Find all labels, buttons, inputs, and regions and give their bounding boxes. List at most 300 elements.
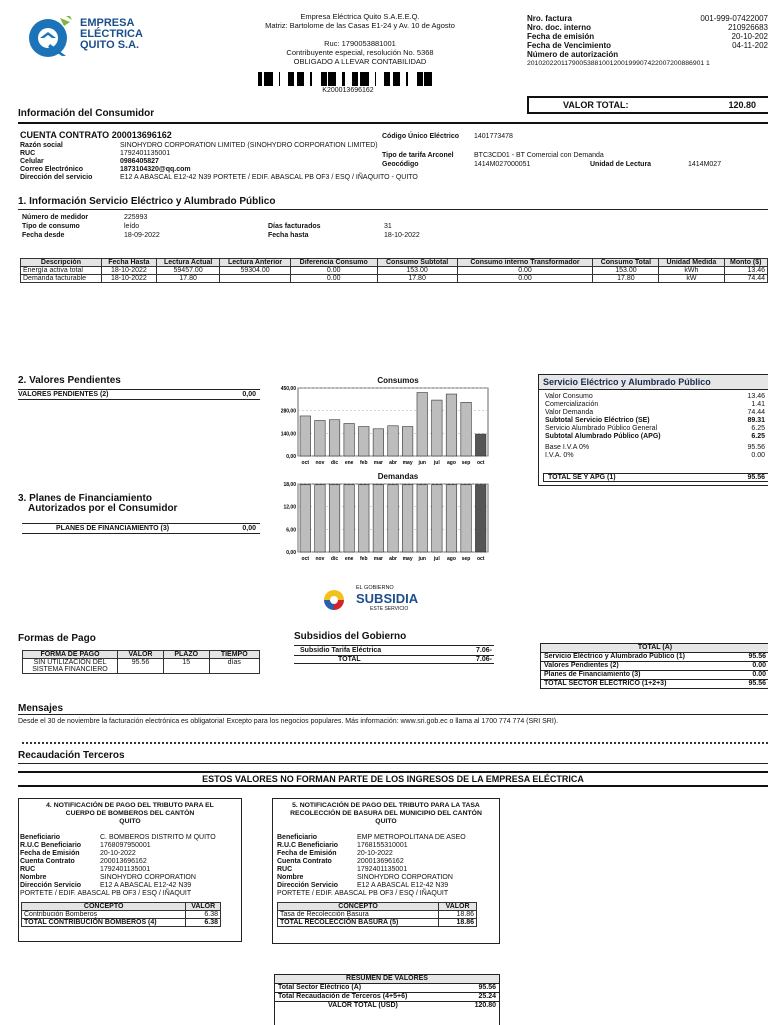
payment-section-title: Formas de Pago: [18, 633, 96, 644]
chart-bar: [402, 485, 413, 552]
se-label: Comercialización: [545, 401, 599, 408]
chart-bar: [373, 429, 384, 456]
chart-xtick: may: [402, 460, 413, 466]
subsidies-section-title: Subsidios del Gobierno: [294, 631, 407, 642]
svc-header-cell: Diferencia Consumo: [290, 259, 377, 267]
bas-total-label: TOTAL RECOLECCIÓN BASURA (5): [278, 919, 439, 927]
company-logo: [26, 14, 143, 58]
ta-total-row: [541, 680, 768, 688]
sum-value: 25.24: [478, 993, 496, 1000]
se-summary-title: Servicio Eléctrico y Alumbrado Público: [539, 375, 768, 390]
bomberos-field-label: Beneficiario: [20, 834, 61, 841]
svc-cell: 13.46: [724, 267, 768, 275]
svc-cell: 0.00: [457, 267, 593, 275]
svc-header-cell: Consumo Subtotal: [377, 259, 457, 267]
barcode-bar: [430, 72, 432, 86]
bomberos-dir2: PORTETE / EDIF. ABASCAL PB OF3 / ESQ / IÑAQUIT: [20, 890, 192, 897]
pending-row: [18, 389, 260, 400]
basura-header-cell: VALOR: [439, 903, 477, 911]
chart-xtick: nov: [315, 460, 325, 466]
barcode-bar: [291, 72, 292, 86]
ta-row: [541, 653, 768, 662]
svc-cell: 17.80: [593, 275, 659, 283]
bomberos-field: [20, 850, 241, 858]
razon-label: Razón social: [20, 142, 63, 149]
subs-label: Subsidio Tarifa Eléctrica: [300, 647, 382, 654]
chart-bar: [329, 485, 340, 552]
ta-label: Valores Pendientes (2): [544, 662, 619, 669]
codigo-label: Código Único Eléctrico: [382, 133, 460, 140]
geo-value: 1414M027000051: [474, 161, 531, 168]
bomberos-field: [20, 842, 241, 850]
consumer-section-title: Información del Consumidor: [18, 108, 155, 119]
cuenta-label: CUENTA CONTRATO: [20, 130, 110, 140]
barcode-bar: [310, 72, 312, 86]
bomb-valor: 6.38: [186, 911, 221, 919]
svc-cell: 59304.00: [220, 267, 290, 275]
basura-field-value: 1768155310001: [357, 842, 408, 849]
chart-xtick: mar: [373, 460, 383, 466]
cuenta-value: 200013696162: [111, 130, 172, 140]
nro-factura: 001-999-07422007: [700, 14, 768, 23]
chart-xtick: oct: [301, 460, 310, 466]
bomb-total: 6.38: [186, 919, 221, 927]
barcode-bar: [417, 72, 418, 86]
service-section-title: 1. Información Servicio Eléctrico y Alumbrado Público: [18, 196, 276, 207]
bomberos-title-l1: 4. NOTIFICACIÓN DE PAGO DEL TRIBUTO PARA EL: [46, 802, 214, 809]
basura-field-label: R.U.C Beneficiario: [277, 842, 339, 849]
pay-header-cell: PLAZO: [163, 651, 209, 659]
pay-plazo: 15: [163, 659, 209, 674]
logo-line3: QUITO S.A.: [80, 39, 140, 51]
barcode-bar: [342, 72, 345, 86]
summary-box: [274, 974, 500, 1025]
invoice-meta: [527, 14, 768, 68]
se-label: Valor Demanda: [545, 409, 594, 416]
bomberos-field-value: C. BOMBEROS DISTRITO M QUITO: [100, 834, 216, 841]
subsidy-logo: [322, 584, 442, 616]
svc-cell: 18-10-2022: [101, 275, 156, 283]
barcode-bar: [352, 72, 354, 86]
barcode-bar: [354, 72, 357, 86]
hasta-value: 18-10-2022: [384, 232, 420, 239]
chart-bar: [388, 426, 399, 456]
sum-row: [275, 993, 499, 1002]
nro-doc: 210926683: [727, 23, 768, 32]
ta-label: Servicio Eléctrico y Alumbrado Público (1): [544, 653, 685, 660]
emision-label: Fecha de emisión: [527, 32, 595, 41]
chart-bar: [344, 485, 355, 552]
svc-cell: 153.00: [593, 267, 659, 275]
third-banner: ESTOS VALORES NO FORMAN PARTE DE LOS INGRESOS DE LA EMPRESA ELÉCTRICA: [18, 771, 768, 787]
sum-value: 95.56: [478, 984, 496, 991]
chart-xtick: oct: [476, 556, 485, 562]
sum-label: Total Recaudación de Terceros (4+5+6): [278, 993, 408, 1000]
hasta-label: Fecha hasta: [268, 232, 309, 239]
bomberos-field-value: 1768097950001: [100, 842, 151, 849]
barcode-bar: [268, 72, 270, 86]
bomberos-field-label: Dirección Servicio: [20, 882, 82, 889]
barcode-bar: [288, 72, 291, 86]
se-iva-value: 0.00: [751, 452, 765, 459]
geo-label: Geocódigo: [382, 161, 419, 168]
subs-value: 7.06-: [476, 647, 492, 654]
se-value: 89.31: [747, 417, 765, 424]
basura-field: [277, 874, 499, 882]
auth-label: Número de autorización: [527, 50, 619, 59]
chart-bar: [417, 393, 428, 456]
basura-field-label: Nombre: [277, 874, 304, 881]
barcode-bar: [429, 72, 430, 86]
barcode-bar: [363, 72, 364, 86]
dias-label: Días facturados: [268, 223, 321, 230]
medidor-value: 225993: [124, 214, 148, 221]
chart-xtick: dic: [330, 460, 339, 466]
logo-line2: ELÉCTRICA: [80, 28, 143, 40]
barcode-bar: [424, 72, 426, 86]
barcode-bar: [333, 72, 334, 86]
svc-cell: 0.00: [290, 275, 377, 283]
basura-field-value: EMP METROPOLITANA DE ASEO: [357, 834, 466, 841]
pay-header-cell: VALOR: [118, 651, 164, 659]
chart-ytick: 0,00: [286, 550, 296, 556]
sum-row: [275, 984, 499, 993]
barcode-text: K200013696162: [322, 87, 374, 94]
subs-total-label: TOTAL: [338, 656, 361, 663]
barcode-bar: [393, 72, 394, 86]
desde-value: 18-09-2022: [124, 232, 160, 239]
basura-title-l1: 5. NOTIFICACIÓN DE PAGO DEL TRIBUTO PARA LA TASA: [292, 802, 480, 809]
se-total-label: TOTAL SE Y APG (1): [548, 474, 616, 481]
se-total-row: [543, 473, 768, 482]
total-box: [527, 96, 768, 114]
chart-consumos-title: Consumos: [377, 376, 419, 385]
barcode-bar: [330, 72, 333, 86]
chart-ytick: 0,00: [286, 454, 296, 460]
basura-title-l2: RECOLECCIÓN DE BASURA DEL MUNICIPIO DEL CANTÓN: [290, 810, 482, 817]
logo-icon: [26, 14, 72, 58]
auth-number: 20102022011790053881001200199907422007200886901 1: [527, 60, 710, 67]
ta-total-label: TOTAL SECTOR ELECTRICO (1+2+3): [544, 680, 667, 687]
unidad-value: 1414M027: [688, 161, 722, 168]
chart-xtick: abr: [389, 460, 397, 466]
bomberos-field-value: SINOHYDRO CORPORATION: [100, 874, 196, 881]
barcode-bar: [384, 72, 387, 86]
company-obligado: OBLIGADO A LLEVAR CONTABILIDAD: [293, 57, 427, 66]
celular-value: 0986405827: [120, 158, 159, 165]
bomberos-field-label: R.U.C Beneficiario: [20, 842, 82, 849]
se-row: [545, 433, 765, 441]
venc: 04-11-202: [732, 41, 768, 50]
dir-value: E12 A ABASCAL E12-42 N39 PORTETE / EDIF. ABASCAL PB OF3 / ESQ / IÑAQUITO - QUITO: [120, 174, 418, 181]
svc-cell: 59457.00: [156, 267, 219, 275]
se-iva-row: [545, 444, 765, 452]
emision: 20-10-202: [731, 32, 768, 41]
medidor-label: Número de medidor: [22, 214, 89, 221]
svc-header-cell: Lectura Actual: [156, 259, 219, 267]
se-row: [545, 401, 765, 409]
barcode-bar: [258, 72, 261, 86]
barcode-bar: [387, 72, 388, 86]
unidad-label: Unidad de Lectura: [590, 161, 652, 168]
ta-value: 0.00: [752, 671, 766, 678]
bomberos-field-value: 20-10-2022: [100, 850, 136, 857]
bomberos-header-cell: VALOR: [186, 903, 221, 911]
chart-xtick: oct: [301, 556, 310, 562]
svc-cell: 18-10-2022: [101, 267, 156, 275]
bomberos-field-label: Nombre: [20, 874, 47, 881]
ta-value: 0.00: [752, 662, 766, 669]
svc-cell: 153.00: [377, 267, 457, 275]
razon-value: SINOHYDRO CORPORATION LIMITED (SINOHYDRO CORPORATION LIMITED): [120, 142, 378, 149]
basura-title-l3: QUITO: [375, 818, 397, 825]
svc-row: [21, 275, 768, 283]
basura-field-label: Cuenta Contrato: [277, 858, 332, 865]
svc-header-cell: Descripción: [21, 259, 102, 267]
barcode-bar: [406, 72, 408, 86]
chart-xtick: abr: [389, 556, 397, 562]
se-value: 6.25: [751, 433, 765, 440]
svc-header-cell: Consumo Total: [593, 259, 659, 267]
totals-a-box: [540, 643, 768, 689]
se-iva-row: [545, 452, 765, 460]
celular-label: Celular: [20, 158, 44, 165]
sum-total-row: [275, 1002, 499, 1010]
bomberos-field-value: 1792401135001: [100, 866, 151, 873]
chart-ytick: 18,00: [283, 482, 296, 488]
barcode: [258, 72, 438, 86]
company-name: Empresa Eléctrica Quito S.A.E.E.Q.: [300, 12, 420, 21]
bomberos-field: [20, 858, 241, 866]
barcode-bar: [322, 72, 324, 86]
pay-forma: SIN UTILIZACIÓN DEL SISTEMA FINANCIERO: [23, 659, 118, 674]
company-ruc: Ruc: 1790053881001: [324, 39, 396, 48]
barcode-bar: [279, 72, 280, 86]
barcode-bar: [388, 72, 390, 86]
barcode-bar: [264, 72, 267, 86]
chart-xtick: feb: [360, 556, 368, 562]
subs-total-value: 7.06-: [476, 656, 492, 663]
basura-field: [277, 834, 499, 842]
chart-xtick: sep: [461, 460, 471, 466]
chart-ytick: 6,00: [286, 527, 296, 534]
bomberos-field: [20, 834, 241, 842]
se-label: Valor Consumo: [545, 393, 593, 400]
dir-label: Dirección del servicio: [20, 174, 93, 181]
barcode-bar: [426, 72, 429, 86]
chart-bar: [300, 485, 311, 552]
chart-xtick: sep: [461, 556, 471, 562]
chart-bar: [446, 394, 457, 456]
chart-ytick: 140,00: [280, 431, 296, 438]
svc-cell: kWh: [659, 267, 724, 275]
barcode-bar: [267, 72, 268, 86]
se-iva-label: Base I.V.A 0%: [545, 444, 590, 451]
subsidy-sub: ESTE SERVICIO: [370, 606, 409, 612]
bomberos-header-cell: CONCEPTO: [22, 903, 186, 911]
bomberos-table: [21, 902, 221, 927]
bomberos-field: [20, 874, 241, 882]
chart-ytick: 12,00: [283, 504, 296, 511]
correo-label: Correo Electrónico: [20, 166, 84, 173]
sum-total-value: 120.80: [474, 1002, 496, 1009]
chart-xtick: jul: [433, 460, 440, 466]
basura-field-value: SINOHYDRO CORPORATION: [357, 874, 453, 881]
chart-xtick: jun: [418, 556, 426, 562]
chart-xtick: jul: [433, 556, 440, 562]
ruc-value: 1792401135001: [120, 150, 171, 157]
barcode-bar: [270, 72, 273, 86]
basura-header-cell: CONCEPTO: [278, 903, 439, 911]
messages-section-title: Mensajes: [18, 703, 64, 714]
chart-xtick: ago: [447, 460, 456, 466]
se-row: [545, 417, 765, 425]
barcode-bar: [303, 72, 304, 86]
bomberos-field-value: E12 A ABASCAL E12-42 N39: [100, 882, 192, 889]
subsidy-big: SUBSIDIA: [356, 591, 419, 606]
chart-xtick: ago: [447, 556, 456, 562]
barcode-bar: [418, 72, 420, 86]
basura-field-label: Fecha de Emisión: [277, 850, 337, 857]
nro-factura-label: Nro. factura: [527, 14, 572, 23]
chart-bar: [359, 427, 370, 456]
chart-xtick: dic: [330, 556, 339, 562]
svc-header-cell: Consumo interno Transformador: [457, 259, 593, 267]
chart-xtick: jun: [418, 460, 426, 466]
chart-xtick: ene: [344, 460, 354, 466]
bomb-concepto: Contribución Bomberos: [22, 911, 186, 919]
pay-tiempo: días: [209, 659, 260, 674]
company-matriz: Matriz: Bartolome de las Casas E1-24 y Av. 10 de Agosto: [265, 21, 455, 30]
nro-doc-label: Nro. doc. interno: [527, 23, 591, 32]
svc-row: [21, 267, 768, 275]
chart-bar: [475, 485, 486, 552]
basura-field-value: 1792401135001: [357, 866, 408, 873]
bomberos-field: [20, 882, 241, 890]
se-label: Servicio Alumbrado Público General: [545, 425, 658, 432]
correo-value: 1873104320@qq.com: [120, 166, 191, 173]
codigo-value: 1401773478: [474, 133, 513, 140]
se-iva-label: I.V.A. 0%: [545, 452, 574, 459]
basura-field: [277, 858, 499, 866]
tarifa-label: Tipo de tarifa Arconel: [382, 152, 454, 159]
subsidy-logo-icon: [322, 588, 346, 612]
svc-cell: Demanda facturable: [21, 275, 102, 283]
basura-field-label: Dirección Servicio: [277, 882, 339, 889]
se-value: 6.25: [751, 425, 765, 432]
ta-row: [541, 671, 768, 680]
svc-cell: kW: [659, 275, 724, 283]
se-row: [545, 409, 765, 417]
svc-cell: [220, 275, 290, 283]
bomberos-title-l3: QUITO: [119, 818, 141, 825]
barcode-bar: [357, 72, 358, 86]
barcode-bar: [366, 72, 369, 86]
total-value: 120.80: [728, 100, 756, 110]
company-header: [230, 12, 490, 66]
svc-header-cell: Unidad Medida: [659, 259, 724, 267]
chart-bar: [461, 402, 472, 456]
subs-total-row: [294, 655, 494, 664]
se-summary-box: [538, 374, 768, 486]
barcode-bar: [420, 72, 423, 86]
totals-a-header: TOTAL (A): [541, 644, 768, 653]
chart-demandas: [274, 480, 496, 564]
company-contrib: Contribuyente especial, resolución No. 5368: [286, 48, 434, 57]
svc-cell: 17.80: [377, 275, 457, 283]
basura-box: [272, 798, 500, 944]
chart-bar: [388, 485, 399, 552]
chart-demandas-title: Demandas: [377, 472, 419, 481]
chart-consumos: [274, 384, 496, 468]
se-value: 13.46: [747, 393, 765, 400]
financing-section-title: [18, 494, 177, 514]
svc-cell: 0.00: [457, 275, 593, 283]
chart-bar: [373, 485, 384, 552]
subsidies-box: [294, 645, 494, 664]
pending-value: 0,00: [242, 391, 256, 398]
barcode-bar: [298, 72, 300, 86]
barcode-bar: [360, 72, 363, 86]
chart-xtick: mar: [373, 556, 383, 562]
basura-field-value: 20-10-2022: [357, 850, 393, 857]
barcode-bar: [334, 72, 336, 86]
chart-xtick: nov: [315, 556, 325, 562]
subsidy-small: EL GOBIERNO: [356, 585, 394, 591]
sum-total-label: VALOR TOTAL (USD): [328, 1002, 398, 1009]
chart-bar: [344, 424, 355, 456]
tarifa-value: BTC3CD01 - BT Comercial con Demanda: [474, 152, 604, 159]
sum-label: Total Sector Eléctrico (A): [278, 984, 362, 991]
bomberos-field-label: RUC: [20, 866, 36, 873]
total-label: VALOR TOTAL:: [563, 100, 629, 110]
se-value: 1.41: [751, 401, 765, 408]
chart-bar: [432, 400, 443, 456]
chart-bar: [300, 416, 311, 456]
se-row: [545, 393, 765, 401]
basura-field-value: 200013696162: [357, 858, 404, 865]
basura-field-label: RUC: [277, 866, 293, 873]
barcode-bar: [292, 72, 294, 86]
dias-value: 31: [384, 223, 392, 230]
financing-title-l1: 3. Planes de Financiamiento: [18, 493, 152, 504]
ta-row: [541, 662, 768, 671]
pending-section-title: 2. Valores Pendientes: [18, 375, 121, 386]
se-row: [545, 425, 765, 433]
svc-cell: 74.44: [724, 275, 768, 283]
barcode-bar: [394, 72, 396, 86]
pending-label: VALORES PENDIENTES (2): [18, 391, 109, 398]
ta-label: Planes de Financiamiento (3): [544, 671, 641, 678]
bomberos-field: [20, 866, 241, 874]
barcode-bar: [297, 72, 298, 86]
se-label: Subtotal Alumbrado Público (APG): [545, 433, 661, 440]
tipo-label: Tipo de consumo: [22, 223, 80, 230]
venc-label: Fecha de Vencimiento: [527, 41, 612, 50]
bomberos-field-value: 200013696162: [100, 858, 147, 865]
ta-value: 95.56: [748, 653, 766, 660]
bomb-total-label: TOTAL CONTRIBUCIÓN BOMBEROS (4): [22, 919, 186, 927]
financing-title-l2: Autorizados por el Consumidor: [28, 503, 178, 514]
svc-cell: 17.80: [156, 275, 219, 283]
financing-value: 0,00: [242, 525, 256, 532]
payment-table: [22, 650, 260, 674]
chart-xtick: feb: [360, 460, 368, 466]
messages-text: Desde el 30 de noviembre la facturación electrónica es obligatoria! Excepto para los negocios populares. Más información: www.sri.gob.ec o llama al 1700 774 774 (SRI SRI).: [18, 718, 559, 725]
chart-bar: [432, 485, 443, 552]
barcode-bar: [396, 72, 399, 86]
se-label: Subtotal Servicio Eléctrico (SE): [545, 417, 650, 424]
